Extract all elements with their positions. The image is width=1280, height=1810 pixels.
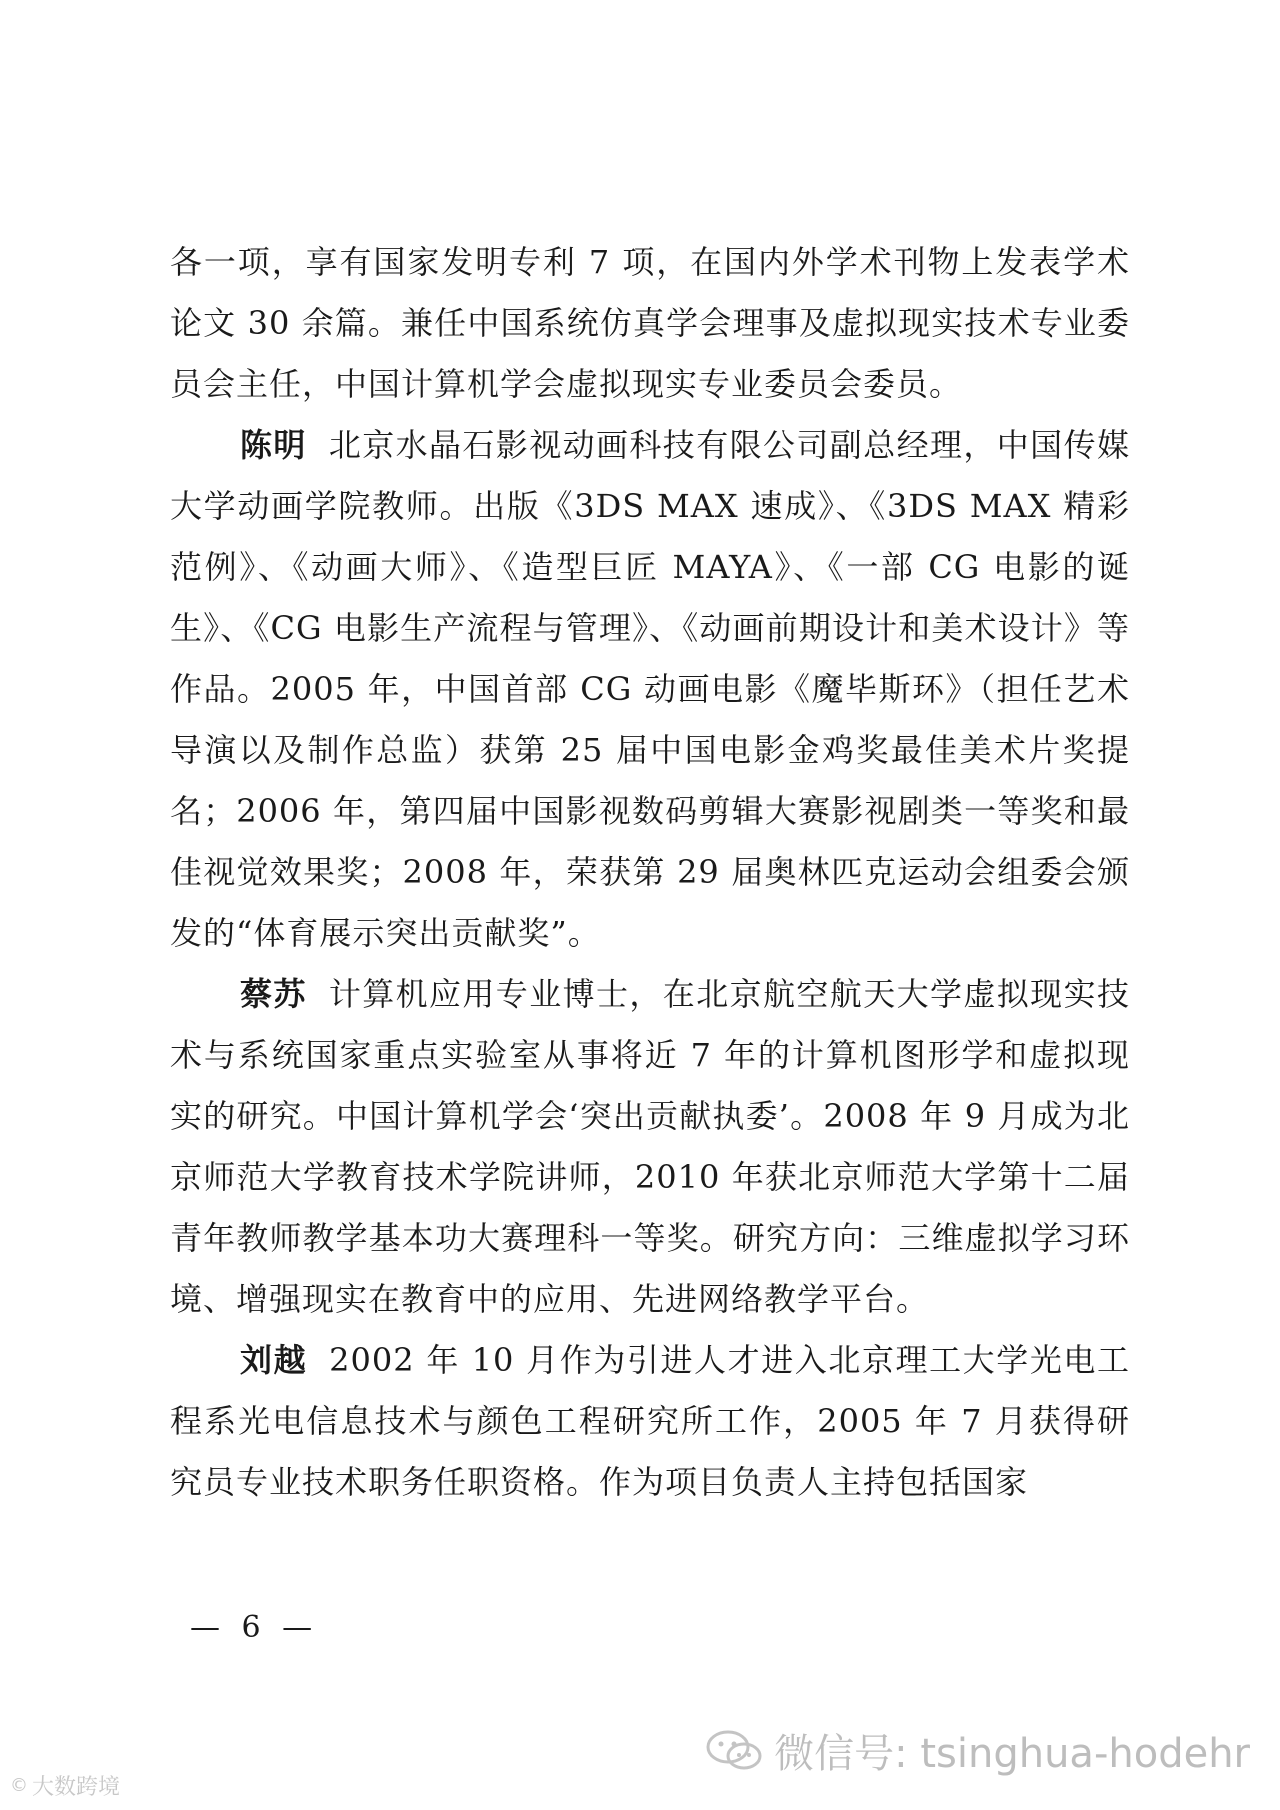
paragraph-text: 各一项，享有国家发明专利 7 项，在国内外学术刊物上发表学术论文 30 余篇。兼任中国系统仿真学会理事及虚拟现实技术专业委员会主任，中国计算机学会虚拟现实专业委员会委员。 — [170, 243, 1130, 403]
corner-logo-text: 大数跨境 — [32, 1775, 121, 1800]
paragraph-liu-yue — [170, 1330, 1130, 1513]
paragraph-chen-ming — [170, 415, 1130, 964]
paragraph-continuation — [170, 232, 1130, 415]
wechat-watermark — [706, 1722, 1250, 1779]
paragraph-cai-su — [170, 964, 1130, 1330]
body-text — [170, 232, 1130, 1513]
person-name: 陈明 — [240, 426, 307, 464]
copyright-icon: © — [10, 1775, 28, 1796]
watermark-text: 微信号: tsinghua-hodehr — [774, 1731, 1250, 1777]
person-name: 蔡苏 — [240, 975, 307, 1013]
paragraph-text: 北京水晶石影视动画科技有限公司副总经理，中国传媒大学动画学院教师。出版《3DS MAX 速成》、《3DS MAX 精彩范例》、《动画大师》、《造型巨匠 MAYA》、《一部 CG 电影的诞生》、《CG 电影生产流程与管理》、《动画前期设计和美术设计》等作品。2005 年，中国首部 CG 动画电影《魔毕斯环》（担任艺术导演以及制作总监）获第 25 届中国电影金鸡奖最佳美术片奖提名；2006 年，第四届中国影视数码剪辑大赛影视剧类一等奖和最佳视觉效果奖；2008 年，荣获第 29 届奥林匹克运动会组委会颁发的“体育展示突出贡献奖”。 — [170, 426, 1130, 952]
person-name: 刘越 — [240, 1341, 308, 1379]
corner-logo — [10, 1770, 120, 1801]
wechat-icon — [706, 1729, 764, 1773]
page-number: — 6 — — [190, 1610, 319, 1645]
paragraph-text: 计算机应用专业博士，在北京航空航天大学虚拟现实技术与系统国家重点实验室从事将近 7 年的计算机图形学和虚拟现实的研究。中国计算机学会‘突出贡献执委’。2008 年 9 月成为北京师范大学教育技术学院讲师，2010 年获北京师范大学第十二届青年教师教学基本功大赛理科一等奖。研究方向：三维虚拟学习环境、增强现实在教育中的应用、先进网络教学平台。 — [170, 975, 1130, 1318]
paragraph-text: 2002 年 10 月作为引进人才进入北京理工大学光电工程系光电信息技术与颜色工程研究所工作，2005 年 7 月获得研究员专业技术职务任职资格。作为项目负责人主持包括国家 — [170, 1341, 1130, 1501]
